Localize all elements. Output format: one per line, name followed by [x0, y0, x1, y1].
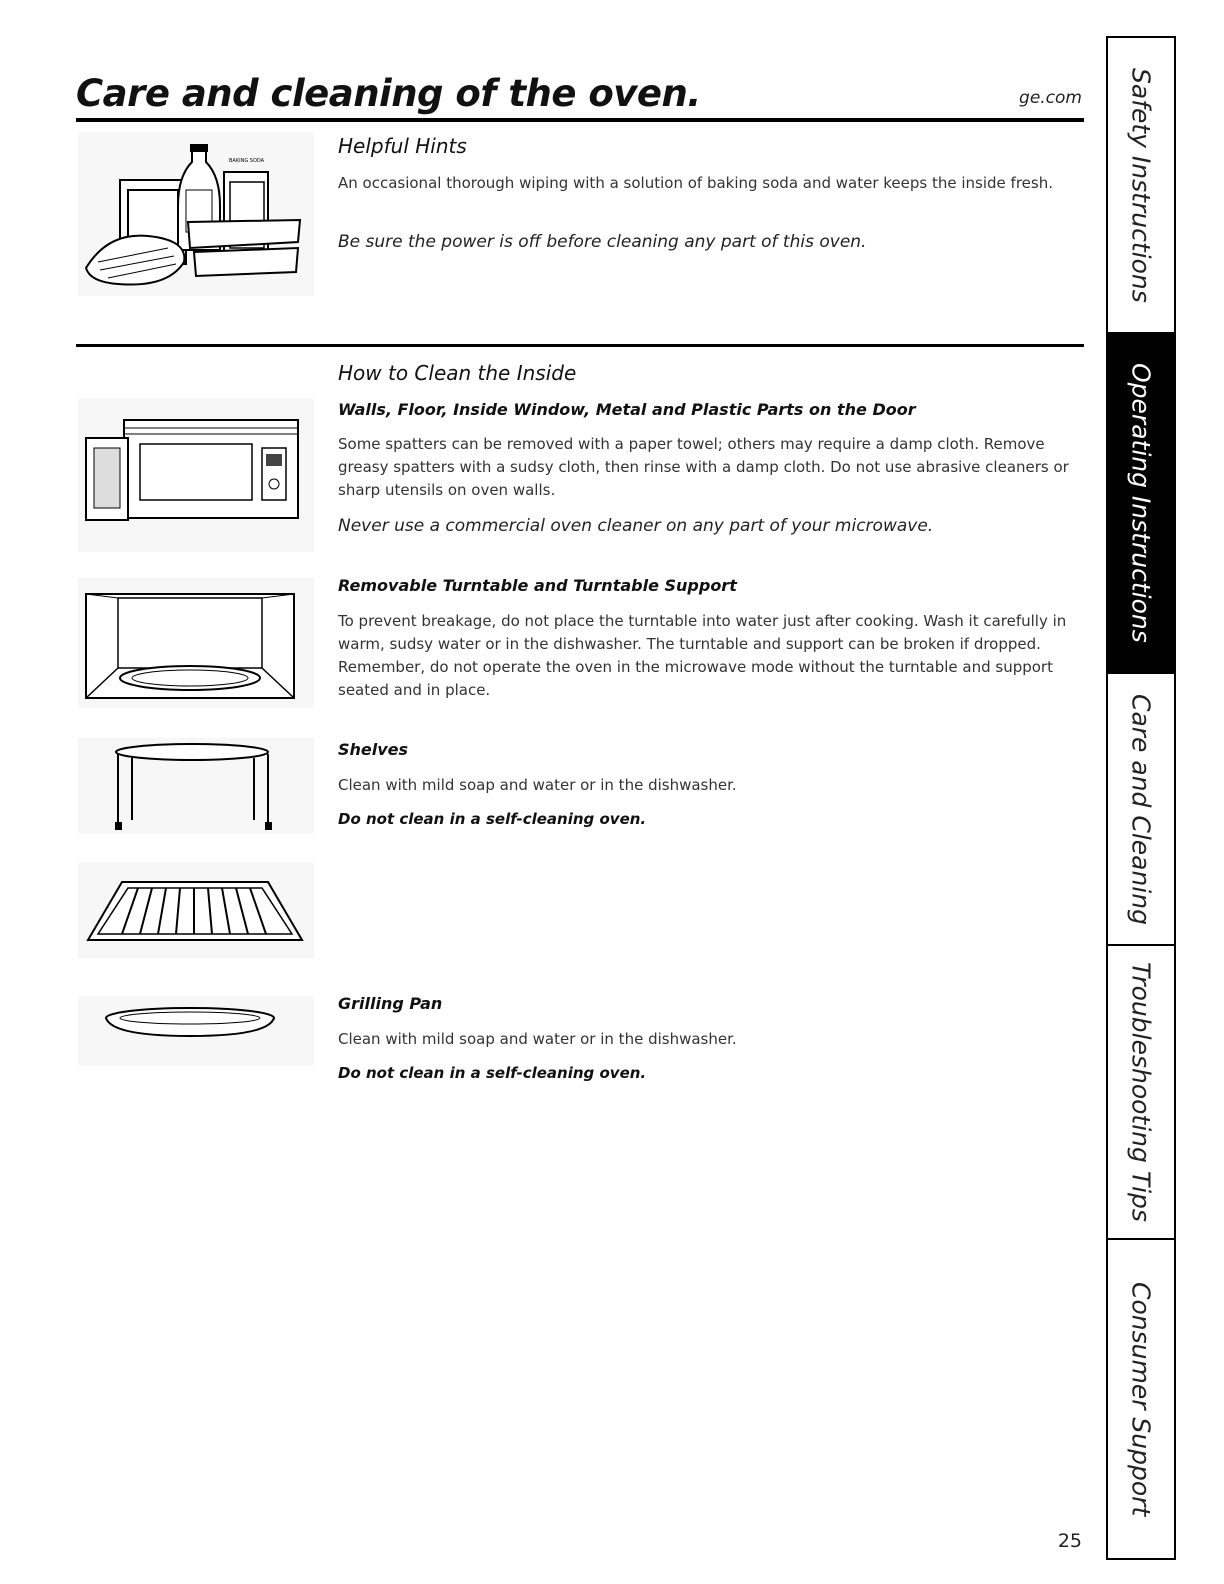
box-label-2: BAKING SODA	[229, 158, 265, 164]
walls-body: Some spatters can be removed with a paper towel; others may require a damp cloth. Remove greasy spatters with a sudsy cloth, then rinse with a damp cloth. Do not use abrasive cleaners or sharp utensils on oven walls.	[338, 435, 1069, 499]
site-url: ge.com	[1019, 88, 1082, 108]
rack-illustration	[78, 862, 314, 958]
page-title: Care and cleaning of the oven.	[76, 72, 701, 115]
helpful-hints-warning: Be sure the power is off before cleaning any part of this oven.	[338, 232, 867, 252]
section-rule	[76, 344, 1084, 347]
tab-safety-instructions[interactable]	[1108, 38, 1174, 332]
microwave-open-door-illustration	[78, 398, 314, 552]
tab-label: Safety Instructions	[1126, 67, 1156, 303]
turntable-subheading: Removable Turntable and Turntable Support	[338, 576, 737, 595]
section-tabs	[1106, 36, 1176, 1560]
page-number: 25	[1057, 1530, 1082, 1552]
helpful-hints-heading: Helpful Hints	[338, 134, 467, 158]
tab-label: Operating Instructions	[1126, 363, 1156, 643]
tab-care-and-cleaning[interactable]	[1108, 674, 1174, 944]
shelves-body: Clean with mild soap and water or in the dishwasher.	[338, 776, 737, 794]
grilling-pan-warning: Do not clean in a self-cleaning oven.	[338, 1064, 647, 1082]
cleaning-supplies-illustration	[78, 132, 314, 296]
tab-consumer-support[interactable]	[1108, 1240, 1174, 1558]
tab-label: Care and Cleaning	[1126, 693, 1156, 925]
shelves-warning: Do not clean in a self-cleaning oven.	[338, 810, 647, 828]
turntable-body: To prevent breakage, do not place the turntable into water just after cooking. Wash it carefully in warm, sudsy water or in the dishwasher. The turntable and support can be broken if dropped. Remember, do not operate the oven in the microwave mode without the turntable and support seated and in place.	[338, 612, 1067, 699]
tab-operating-instructions[interactable]	[1108, 332, 1174, 674]
grilling-pan-subheading: Grilling Pan	[338, 994, 443, 1013]
tab-label: Consumer Support	[1126, 1281, 1156, 1517]
helpful-hints-body: An occasional thorough wiping with a solution of baking soda and water keeps the inside fresh.	[338, 174, 1053, 192]
turntable-illustration	[78, 578, 314, 708]
tab-troubleshooting-tips[interactable]	[1108, 946, 1174, 1238]
how-to-clean-heading: How to Clean the Inside	[338, 361, 577, 385]
shelves-subheading: Shelves	[338, 740, 409, 759]
header-rule	[76, 118, 1084, 122]
grilling-pan-body: Clean with mild soap and water or in the dishwasher.	[338, 1030, 737, 1048]
walls-warning: Never use a commercial oven cleaner on any part of your microwave.	[338, 516, 934, 536]
tab-label: Troubleshooting Tips	[1126, 962, 1156, 1222]
shelf-illustration	[78, 738, 314, 834]
grilling-pan-illustration	[78, 996, 314, 1066]
walls-subheading: Walls, Floor, Inside Window, Metal and Plastic Parts on the Door	[338, 400, 916, 419]
